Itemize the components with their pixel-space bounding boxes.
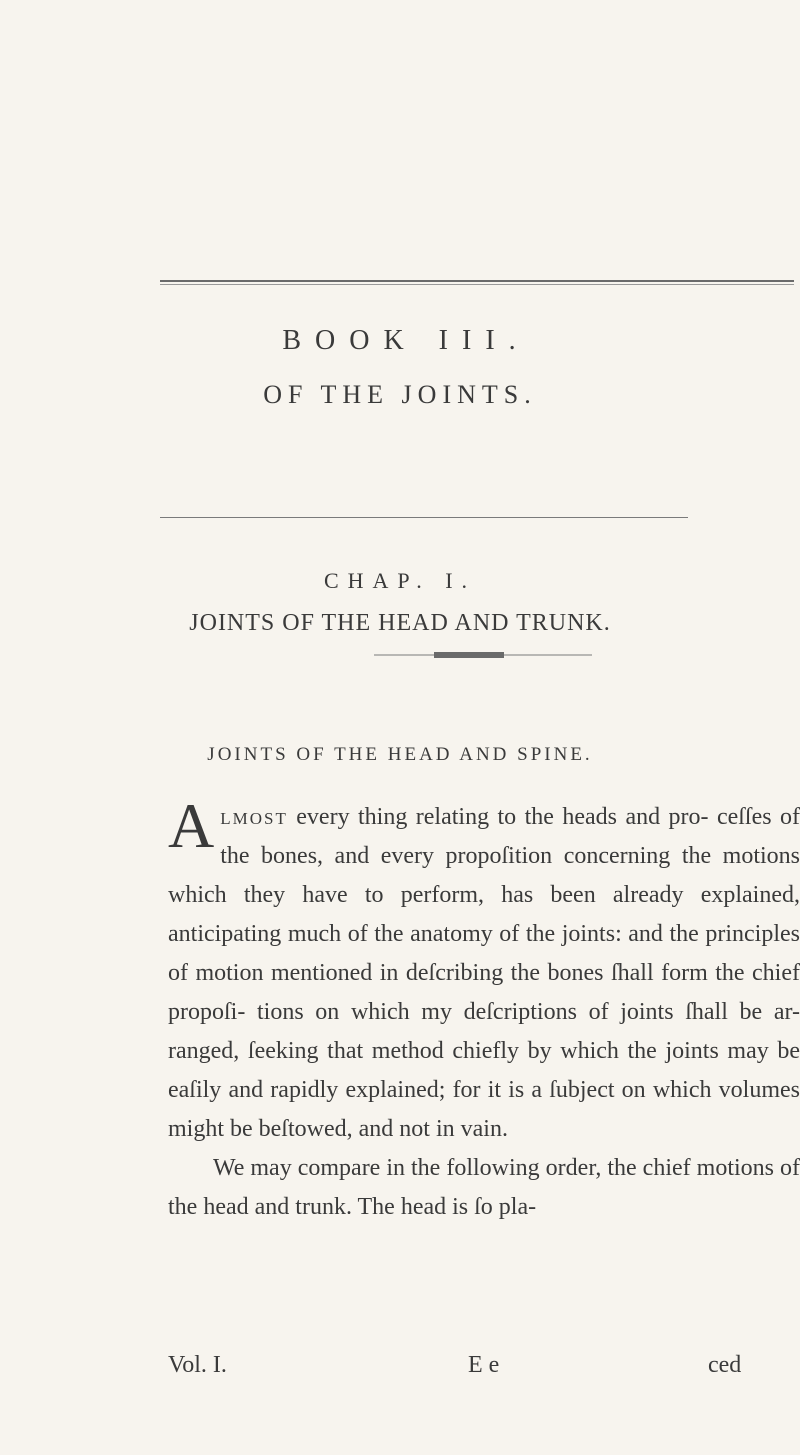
paragraph-1 <box>168 790 800 1149</box>
top-double-rule <box>160 280 794 282</box>
chapter-title: JOINTS OF THE HEAD AND TRUNK. <box>189 610 611 636</box>
paragraph-1-text: every thing relating to the heads and pro- ceſſes of the bones, and every propoſition concerning the motions which they have to perform, has been already explained, anticipating much of the anatomy of the joints: and the principles of motion mentioned in deſcribing the bones ſhall form the chief propoſi- tions on which my deſcriptions of joints ſhall be ar- ranged, ſeeking that method chiefly by which the joints may be eaſily and rapidly explained; for it is a ſubject on which volumes might be beſtowed, and not in vain. <box>168 804 800 1142</box>
lead-smallcaps: lmost <box>220 804 288 830</box>
book-title: BOOK III. <box>282 325 530 356</box>
signature-mark: E e <box>468 1352 500 1378</box>
ornament-rule <box>374 650 592 660</box>
book-subtitle: OF THE JOINTS. <box>263 380 537 409</box>
section-rule <box>160 517 688 518</box>
chapter-label: CHAP. I. <box>323 568 477 593</box>
body-text <box>168 790 800 1227</box>
top-double-rule-thin <box>160 284 794 285</box>
volume-number: Vol. I. <box>168 1352 227 1378</box>
catchword: ced <box>708 1352 742 1378</box>
drop-cap: A <box>168 790 215 861</box>
paragraph-2: We may compare in the following order, the chief motions of the head and trunk. The head is ſo pla- <box>168 1155 800 1220</box>
section-heading: JOINTS OF THE HEAD AND SPINE. <box>207 744 593 765</box>
